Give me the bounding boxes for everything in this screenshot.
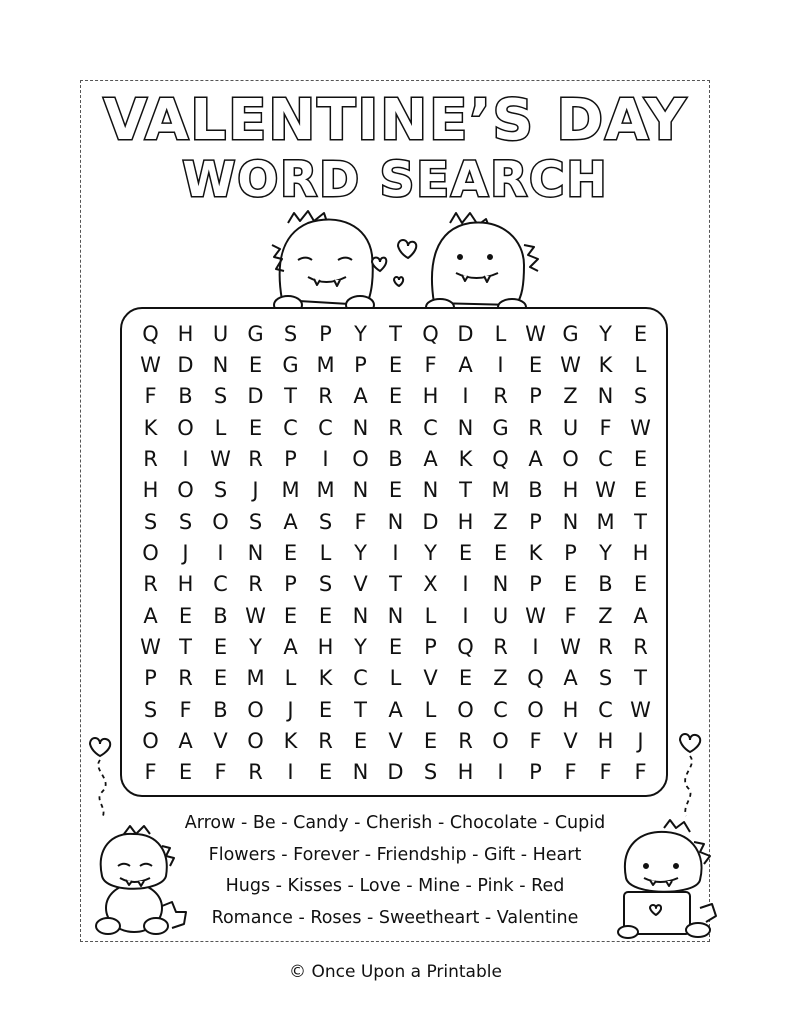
grid-letter: I [497,352,504,377]
grid-letter: E [213,634,228,659]
grid-letter: S [283,321,298,346]
grid-letter: P [529,384,542,409]
grid-letter: E [528,352,543,377]
grid-letter: L [494,321,507,346]
grid-letter: U [212,321,229,346]
grid-letter: T [634,666,647,691]
title-line-1: VALENTINE’S DAY [103,88,688,153]
grid-letter: C [598,446,613,471]
grid-letter: H [457,509,474,534]
grid-letter: K [283,728,298,753]
grid-letter: E [563,572,578,597]
grid-letter: D [422,509,439,534]
grid-letter: W [525,321,546,346]
grid-letter: A [528,446,543,471]
grid-letter: K [598,352,613,377]
grid-letter: Y [354,321,367,346]
grid-letter: V [213,728,228,753]
grid-letter: V [388,728,403,753]
letter-grid [133,318,658,788]
grid-letter: I [532,634,539,659]
grid-letter: N [352,478,369,503]
grid-letter: D [387,760,404,785]
grid-letter: O [457,697,474,722]
grid-letter: S [143,509,158,534]
grid-letter: K [318,666,333,691]
grid-letter: E [388,634,403,659]
grid-letter: T [634,509,647,534]
grid-letter: W [140,352,161,377]
grid-letter: M [316,352,335,377]
grid-letter: O [247,697,264,722]
grid-letter: M [316,478,335,503]
grid-letter: Y [424,540,437,565]
grid-letter: E [248,352,263,377]
grid-letter: E [493,540,508,565]
grid-letter: X [423,572,438,597]
hearts-cluster-icon [370,232,420,292]
grid-letter: V [353,572,368,597]
grid-letter: C [353,666,368,691]
grid-letter: K [143,415,158,440]
grid-letter: S [213,478,228,503]
grid-letter: Y [354,540,367,565]
grid-letter: D [177,352,194,377]
grid-letter: F [144,384,157,409]
grid-letter: S [598,666,613,691]
grid-letter: E [423,728,438,753]
word-list-line: Arrow - Be - Candy - Cherish - Chocolate - Cupid [184,813,606,833]
grid-letter: Y [354,634,367,659]
grid-letter: M [491,478,510,503]
grid-letter: O [527,697,544,722]
grid-letter: U [492,603,509,628]
title-line-2: WORD SEARCH [182,152,609,208]
grid-letter: R [318,728,333,753]
grid-letter: N [352,760,369,785]
grid-letter: L [634,352,647,377]
grid-letter: H [562,697,579,722]
grid-letter: H [632,540,649,565]
grid-letter: K [528,540,543,565]
grid-letter: D [247,384,264,409]
grid-letter: R [178,666,193,691]
grid-letter: I [322,446,329,471]
grid-letter: H [422,384,439,409]
grid-letter: Z [598,603,613,628]
grid-letter: L [424,697,437,722]
grid-letter: R [143,572,158,597]
grid-letter: E [283,540,298,565]
grid-letter: E [388,352,403,377]
grid-letter: M [281,478,300,503]
grid-letter: E [318,603,333,628]
grid-letter: G [247,321,264,346]
grid-letter: H [457,760,474,785]
grid-letter: T [459,478,472,503]
grid-letter: N [352,603,369,628]
grid-letter: E [318,760,333,785]
grid-letter: F [354,509,367,534]
grid-letter: E [388,478,403,503]
grid-letter: P [424,634,437,659]
grid-letter: N [422,478,439,503]
grid-letter: E [458,666,473,691]
grid-letter: Q [142,321,159,346]
grid-letter: L [319,540,332,565]
grid-letter: T [284,384,297,409]
grid-letter: W [630,697,651,722]
grid-letter: R [248,446,263,471]
grid-letter: Y [599,321,612,346]
grid-letter: F [599,415,612,440]
grid-letter: H [177,572,194,597]
grid-letter: I [182,446,189,471]
grid-letter: O [177,478,194,503]
grid-letter: E [388,384,403,409]
grid-letter: I [497,760,504,785]
grid-letter: Y [599,540,612,565]
grid-letter: L [214,415,227,440]
grid-letter: L [284,666,297,691]
grid-letter: C [213,572,228,597]
grid-letter: S [143,697,158,722]
grid-letter: H [177,321,194,346]
grid-letter: I [462,603,469,628]
grid-letter: F [564,603,577,628]
grid-letter: P [529,760,542,785]
grid-letter: J [252,478,259,503]
grid-letter: B [598,572,613,597]
grid-letter: E [248,415,263,440]
grid-letter: W [630,415,651,440]
word-list-line: Flowers - Forever - Friendship - Gift - Heart [208,844,582,865]
word-list-line: Hugs - Kisses - Love - Mine - Pink - Red [225,876,565,896]
grid-letter: P [529,509,542,534]
grid-letter: W [140,634,161,659]
grid-letter: C [283,415,298,440]
grid-letter: C [318,415,333,440]
grid-letter: E [458,540,473,565]
grid-letter: V [563,728,578,753]
grid-letter: T [389,321,402,346]
grid-letter: B [388,446,403,471]
grid-letter: Z [563,384,578,409]
grid-letter: R [458,728,473,753]
grid-letter: I [217,540,224,565]
grid-letter: W [560,634,581,659]
grid-letter: O [142,728,159,753]
grid-letter: A [458,352,473,377]
grid-letter: N [597,384,614,409]
grid-letter: E [633,321,648,346]
grid-letter: E [318,697,333,722]
grid-letter: E [633,478,648,503]
grid-letter: Y [249,634,262,659]
grid-letter: N [492,572,509,597]
grid-letter: H [142,478,159,503]
grid-letter: P [529,572,542,597]
grid-letter: B [213,697,228,722]
grid-letter: A [283,634,298,659]
grid-letter: M [246,666,265,691]
grid-letter: Q [527,666,544,691]
grid-letter: Z [493,666,508,691]
grid-letter: B [528,478,543,503]
grid-letter: F [634,760,647,785]
grid-letter: L [389,666,402,691]
grid-letter: V [423,666,438,691]
grid-letter: H [317,634,334,659]
grid-letter: A [178,728,193,753]
grid-letter: L [424,603,437,628]
grid-letter: F [599,760,612,785]
grid-letter: R [493,384,508,409]
grid-letter: I [392,540,399,565]
grid-letter: O [352,446,369,471]
heart-trail-left-icon [84,730,124,820]
grid-letter: S [318,509,333,534]
grid-letter: N [457,415,474,440]
grid-letter: C [423,415,438,440]
grid-letter: I [462,384,469,409]
grid-letter: N [562,509,579,534]
grid-letter: W [525,603,546,628]
grid-letter: R [633,634,648,659]
grid-letter: P [284,572,297,597]
grid-letter: U [562,415,579,440]
grid-letter: E [633,572,648,597]
grid-letter: P [284,446,297,471]
heart-trail-right-icon [672,728,712,818]
grid-letter: A [283,509,298,534]
grid-letter: O [562,446,579,471]
grid-letter: K [458,446,473,471]
grid-letter: W [245,603,266,628]
word-list [160,808,630,934]
grid-letter: B [178,384,193,409]
grid-letter: N [387,603,404,628]
grid-letter: E [633,446,648,471]
grid-letter: T [389,572,402,597]
word-list-line: Romance - Roses - Sweetheart - Valentine [211,907,579,928]
grid-letter: E [213,666,228,691]
grid-letter: I [287,760,294,785]
grid-letter: J [182,540,189,565]
grid-letter: W [595,478,616,503]
grid-letter: G [562,321,579,346]
grid-letter: F [214,760,227,785]
grid-letter: T [179,634,192,659]
grid-letter: R [598,634,613,659]
grid-letter: R [248,572,263,597]
grid-letter: A [423,446,438,471]
grid-letter: B [213,603,228,628]
copyright-text: © Once Upon a Printable [289,962,502,982]
grid-letter: R [493,634,508,659]
grid-letter: R [318,384,333,409]
grid-letter: N [387,509,404,534]
grid-letter: E [353,728,368,753]
grid-letter: O [177,415,194,440]
grid-letter: P [319,321,332,346]
grid-letter: N [352,415,369,440]
grid-letter: C [598,697,613,722]
dinosaur-right-illustration [420,205,540,317]
grid-letter: P [354,352,367,377]
grid-letter: M [596,509,615,534]
grid-letter: F [564,760,577,785]
grid-letter: O [212,509,229,534]
grid-letter: R [143,446,158,471]
dinosaur-laptop-illustration [614,818,724,940]
grid-letter: Q [457,634,474,659]
grid-letter: F [529,728,542,753]
grid-letter: O [142,540,159,565]
grid-letter: Q [422,321,439,346]
grid-letter: S [248,509,263,534]
grid-letter: E [178,603,193,628]
grid-letter: A [633,603,648,628]
grid-letter: E [283,603,298,628]
grid-letter: A [143,603,158,628]
grid-letter: W [210,446,231,471]
grid-letter: C [493,697,508,722]
grid-letter: A [563,666,578,691]
grid-letter: F [144,760,157,785]
grid-letter: E [178,760,193,785]
grid-letter: S [318,572,333,597]
grid-letter: I [462,572,469,597]
grid-letter: R [248,760,263,785]
grid-letter: N [212,352,229,377]
grid-letter: G [282,352,299,377]
grid-letter: S [178,509,193,534]
grid-letter: A [388,697,403,722]
grid-letter: J [637,728,644,753]
grid-letter: W [560,352,581,377]
grid-letter: R [388,415,403,440]
grid-letter: G [492,415,509,440]
grid-letter: T [354,697,367,722]
grid-letter: N [247,540,264,565]
grid-letter: O [492,728,509,753]
grid-letter: Q [492,446,509,471]
grid-letter: S [423,760,438,785]
grid-letter: S [213,384,228,409]
grid-letter: P [144,666,157,691]
grid-letter: H [562,478,579,503]
grid-letter: Z [493,509,508,534]
grid-letter: R [528,415,543,440]
grid-letter: J [287,697,294,722]
grid-letter: H [597,728,614,753]
grid-letter: F [424,352,437,377]
grid-letter: F [179,697,192,722]
grid-letter: P [564,540,577,565]
grid-letter: O [247,728,264,753]
grid-letter: D [457,321,474,346]
grid-letter: S [633,384,648,409]
grid-letter: A [353,384,368,409]
